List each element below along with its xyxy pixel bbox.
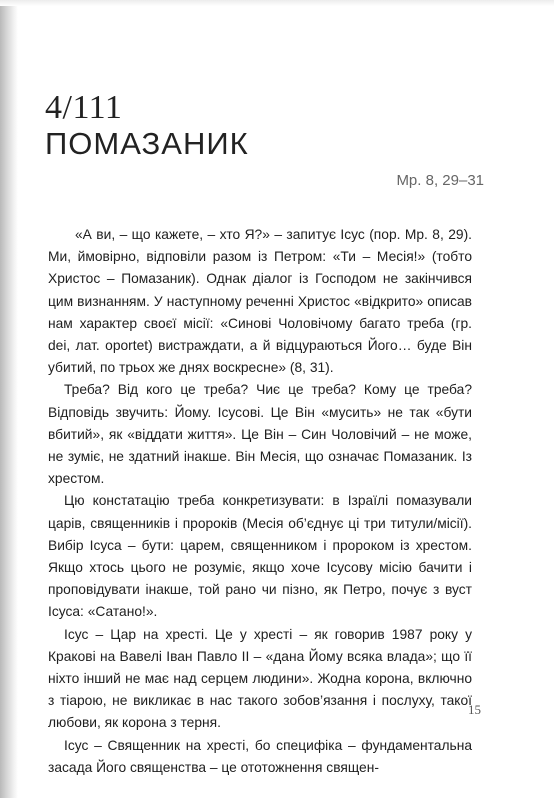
paragraph: Треба? Від кого це треба? Чиє це треба? Кому це треба? Відповідь звучить: Йому. Ісусові. Це Він «мусить» не так «бути вбитий», як «віддати життя». Це Він – Син Чоловічий – не може, не зуміє, не здатний інакше. Він Месія, що означає Помазаник. Із хрестом. — [48, 382, 472, 487]
body-text — [48, 224, 472, 779]
page-number: 15 — [468, 702, 481, 717]
chapter-number: 4/111 — [45, 89, 123, 126]
paragraph: Ісус – Цар на хресті. Це у хресті – як говорив 1987 року у Кракові на Вавелі Іван Павло II – «дана Йому всяка влада»; що її ніхто інший не має над серцем людини». Жодна корона, включно з тіарою, не викликає в нас такого зобов’язання і послуху, такої любови, як корона з терня. — [48, 626, 472, 731]
paragraph: Ісус – Священник на хресті, бо специфіка – фундаментальна засада Його священства – це ототожнення священ- — [48, 737, 472, 775]
page-top-shadow — [0, 0, 554, 6]
paragraph: «А ви, – що кажете, – хто Я?» – запитує Ісус (пор. Мр. 8, 29). Ми, ймовірно, відповіли разом із Петром: «Ти – Месія!» (тобто Христос – Помазаник). Однак діалог із Господом не закінчився цим визнанням. У наступному реченні Христос «відкрито» описав нам характер своєї місії: «Синові Чоловічому багато треба (гр. dei, лат. oportet) вистраждати, а й відцураються Його… буде Він убитий, по трьох же днях воскресне» (8, 31). — [48, 227, 472, 376]
chapter-title: ПОМАЗАНИК — [45, 126, 249, 161]
page-binding-shadow — [0, 0, 18, 798]
paragraph: Цю констатацію треба конкретизувати: в Ізраїлі помазували царів, священників і пророків (Месія об’єднує ці три титули/місії). Вибір Ісуса – бути: царем, священником і пророком із хрестом. Якщо хтось цього не розуміє, якщо хоче Ісусову місію бачити і проповідувати інакше, той рано чи пізно, як Петро, почує з вуст Ісуса: «Сатано!». — [48, 493, 472, 620]
scripture-reference: Мр. 8, 29–31 — [396, 172, 484, 189]
